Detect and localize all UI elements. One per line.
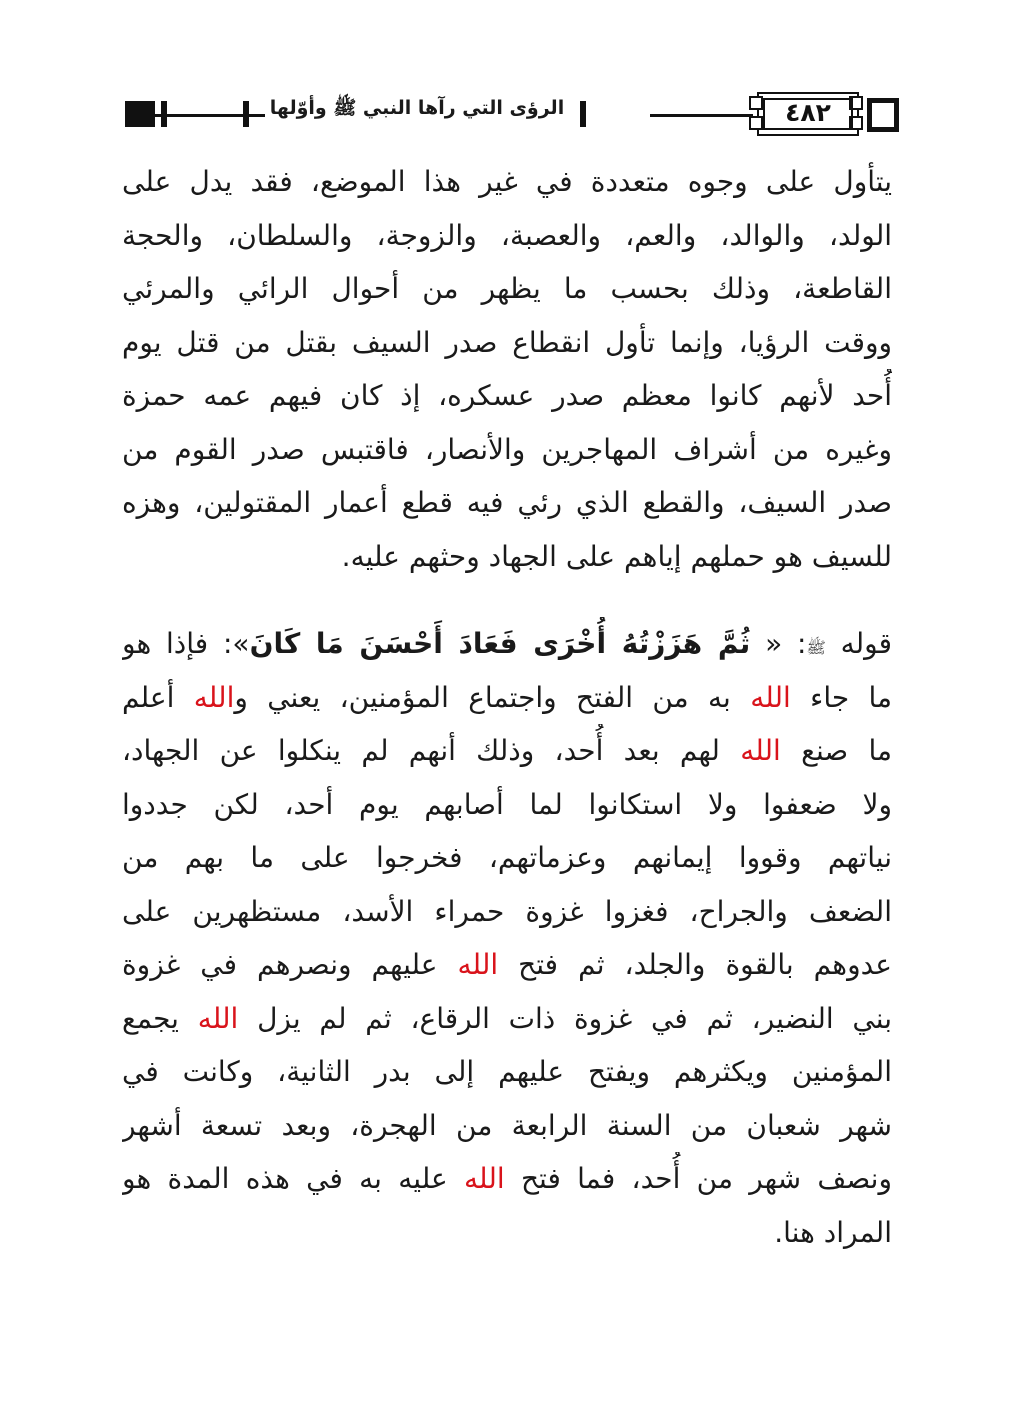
header-ornament-left — [125, 101, 155, 127]
text-run: ما صنع — [801, 734, 892, 767]
text-line — [122, 617, 892, 671]
text-run: بني النضير، ثم في غزوة ذات الرقاع، ثم لم يزل — [257, 1001, 892, 1035]
text-run: عدوهم بالقوة والجلد، ثم فتح — [518, 948, 892, 981]
divine-name: الله — [740, 734, 781, 767]
text-run: : « — [765, 627, 807, 660]
text-line: الضعف والجراح، فغزوا غزوة حمراء الأسد، مستظهرين على — [122, 894, 892, 928]
header-rule-right — [650, 114, 753, 117]
text-run: ونصف شهر من أُحد، فما فتح — [520, 1162, 892, 1195]
text-line — [122, 938, 892, 992]
text-line: القاطعة، وذلك بحسب ما يظهر من أحوال الرائي والمرئي — [122, 272, 892, 305]
page-number-frame — [749, 90, 867, 138]
text-run: أعلم — [122, 680, 175, 714]
text-line: أُحد لأنهم كانوا معظم صدر عسكره، إذ كان فيهم عمه حمزة — [122, 379, 892, 412]
divine-name: الله — [193, 680, 235, 714]
text-run: به من الفتح واجتماع المؤمنين، يعني و — [234, 680, 731, 714]
header-ornament-bar — [243, 101, 249, 127]
text-line: يتأول على وجوه متعددة في غير هذا الموضع، فقد يدل على — [122, 165, 892, 198]
text-run: ما جاء — [810, 680, 892, 714]
text-run: قوله — [840, 627, 892, 660]
running-title: الرؤى التي رآها النبي ﷺ وأوّلها — [269, 97, 565, 119]
text-line — [122, 992, 892, 1046]
honorific-glyph: ﷺ — [806, 638, 826, 657]
text-line — [122, 1152, 892, 1206]
text-line: الولد، والوالد، والعم، والعصبة، والزوجة، والسلطان، والحجة — [122, 218, 892, 252]
text-line: ولا ضعفوا ولا استكانوا لما أصابهم يوم أحد، لكن جددوا — [122, 787, 892, 821]
divine-name: الله — [464, 1162, 505, 1195]
hadith-quote: ثُمَّ هَزَزْتُهُ أُخْرَى فَعَادَ أَحْسَنَ مَا كَانَ — [249, 627, 751, 660]
page-number: ٤٨٢ — [785, 98, 831, 127]
paragraph-2 — [122, 617, 892, 1259]
text-line: المؤمنين ويكثرهم ويفتح عليهم إلى بدر الثانية، وكانت في — [122, 1055, 892, 1088]
text-line — [122, 671, 892, 725]
text-run: عليهم ونصرهم في غزوة — [122, 948, 438, 981]
header-ornament-box — [867, 98, 899, 132]
text-run: لهم بعد أُحد، وذلك أنهم لم ينكلوا عن الجهاد، — [122, 734, 720, 767]
page-header — [125, 90, 893, 140]
page-body — [122, 155, 892, 1259]
text-run: »: فإذا هو — [122, 627, 250, 660]
text-line: شهر شعبان من السنة الرابعة من الهجرة، وبعد تسعة أشهر — [122, 1108, 892, 1142]
text-line: صدر السيف، والقطع الذي رئي فيه قطع أعمار المقتولين، وهزه — [122, 486, 892, 519]
header-ornament-bar — [580, 101, 586, 127]
divine-name: الله — [750, 680, 791, 714]
text-line: وغيره من أشراف المهاجرين والأنصار، فاقتبس صدر القوم من — [122, 432, 892, 466]
text-line: المراد هنا. — [774, 1215, 892, 1249]
divine-name: الله — [197, 1001, 239, 1035]
text-run: عليه به في هذه المدة هو — [122, 1162, 448, 1195]
text-line: للسيف هو حملهم إياهم على الجهاد وحثهم عليه. — [341, 539, 892, 573]
text-line: نياتهم وقووا إيمانهم وعزماتهم، فخرجوا على ما بهم من — [122, 841, 892, 874]
paragraph-1 — [122, 155, 892, 583]
paragraph-gap — [122, 583, 892, 617]
divine-name: الله — [457, 948, 499, 981]
text-run: يجمع — [122, 1001, 179, 1035]
text-line: ووقت الرؤيا، وإنما تأول انقطاع صدر السيف بقتل من قتل يوم — [122, 325, 892, 359]
text-line — [122, 724, 892, 778]
